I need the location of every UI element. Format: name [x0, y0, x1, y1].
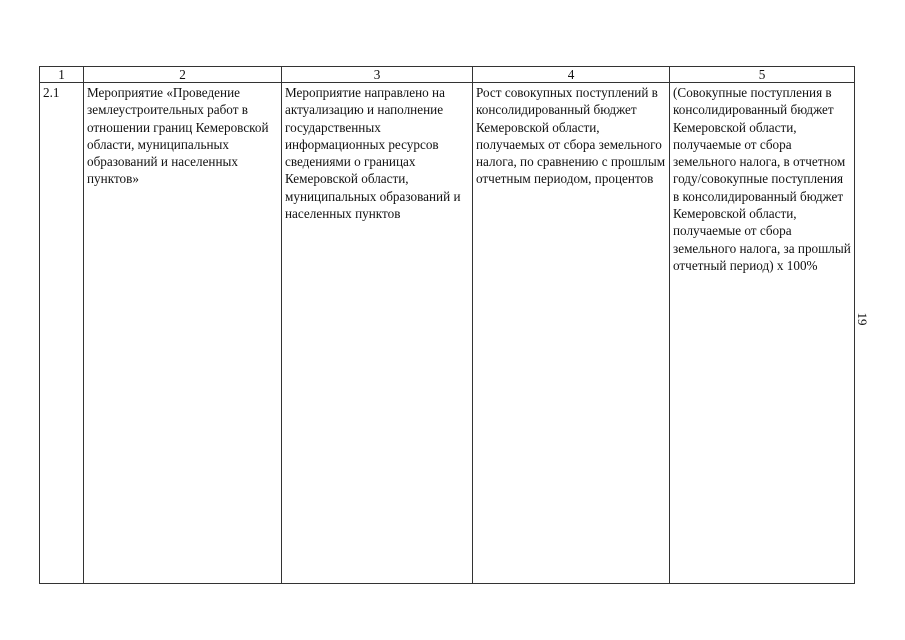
column-header-3: 3	[282, 67, 473, 83]
calculation-formula-cell: (Совокупные поступления в консолидированный бюджет Кемеровской области, получаемые от сбора земельного налога, в отчетном году/совокупные поступления в консолидированный бюджет Кемеровской области, получаемые от сбора земельного налога, за прошлый отчетный период) x 100%	[670, 83, 855, 584]
column-header-4: 4	[473, 67, 670, 83]
column-header-1: 1	[40, 67, 84, 83]
column-header-5: 5	[670, 67, 855, 83]
indicator-name-cell: Рост совокупных поступлений в консолидированный бюджет Кемеровской области, получаемых от сбора земельного налога, по сравнению с прошлым отчетным периодом, процентов	[473, 83, 670, 584]
document-table	[39, 66, 855, 584]
page-number: 19	[855, 312, 870, 326]
table-row	[40, 83, 855, 584]
event-name-cell: Мероприятие «Проведение землеустроительных работ в отношении границ Кемеровской области, муниципальных образований и населенных пунктов»	[84, 83, 282, 584]
event-purpose-cell: Мероприятие направлено на актуализацию и наполнение государственных информационных ресурсов сведениями о границах Кемеровской области, муниципальных образований и населенных пунктов	[282, 83, 473, 584]
row-number-cell: 2.1	[40, 83, 84, 584]
header-row	[40, 67, 855, 83]
column-header-2: 2	[84, 67, 282, 83]
